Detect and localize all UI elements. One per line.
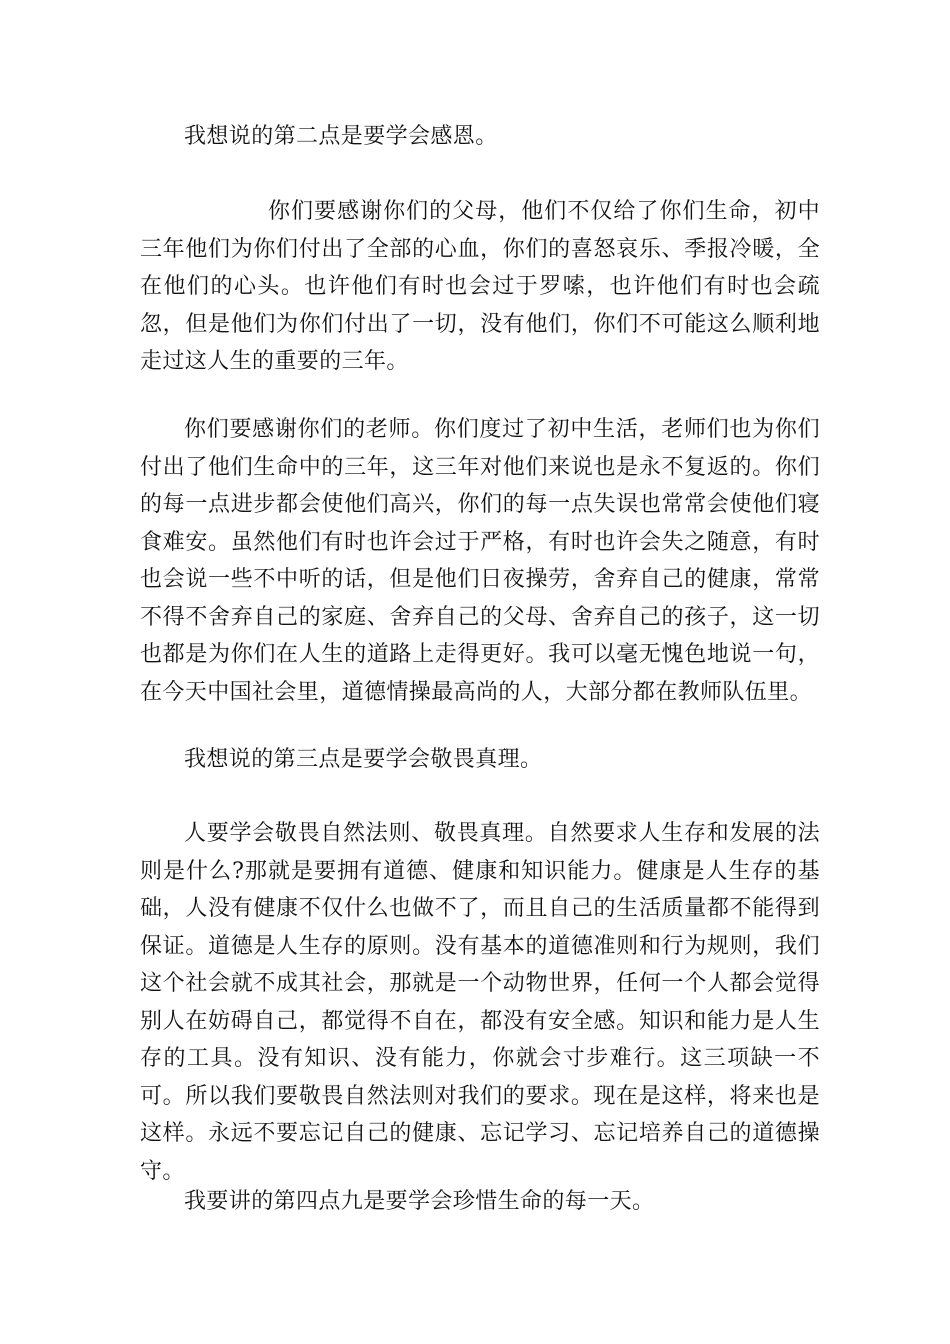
section-heading-truth: 我想说的第三点是要学会敬畏真理。	[184, 747, 543, 772]
paragraph-parents: 你们要感谢你们的父母，他们不仅给了你们生命，初中三年他们为你们付出了全部的心血，你们的喜怒哀乐、季报冷暖，全在他们的心头。也许他们有时也会过于罗嗦，也许他们有时也会疏忽，但是他们为你们付出了一切，没有他们，你们不可能这么顺利地走过这人生的重要的三年。	[140, 199, 820, 374]
paragraph-teachers: 你们要感谢你们的老师。你们度过了初中生活，老师们也为你们付出了他们生命中的三年，这三年对他们来说也是永不复返的。你们的每一点进步都会使他们高兴，你们的每一点失误也常常会使他们寝食难安。虽然他们有时也许会过于严格，有时也许会失之随意，有时也会说一些不中听的话，但是他们日夜操劳，舍弃自己的健康，常常不得不舍弃自己的家庭、舍弃自己的父母、舍弃自己的孩子，这一切也都是为你们在人生的道路上走得更好。我可以毫无愧色地说一句，在今天中国社会里，道德情操最高尚的人，大部分都在教师队伍里。	[140, 417, 820, 705]
section-heading-cherish-life: 我要讲的第四点九是要学会珍惜生命的每一天。	[184, 1189, 655, 1214]
paragraph-natural-law: 人要学会敬畏自然法则、敬畏真理。自然要求人生存和发展的法则是什么?那就是要拥有道德、健康和知识能力。健康是人生存的基础，人没有健康不仅什么也做不了，而且自己的生活质量都不能得到保证。道德是人生存的原则。没有基本的道德准则和行为规则，我们这个社会就不成其社会，那就是一个动物世界，任何一个人都会觉得别人在妨碍自己，都觉得不自在，都没有安全感。知识和能力是人生存的工具。没有知识、没有能力，你就会寸步难行。这三项缺一不可。所以我们要敬畏自然法则对我们的要求。现在是这样，将来也是这样。永远不要忘记自己的健康、忘记学习、忘记培养自己的道德操守。	[140, 821, 820, 1184]
section-heading-gratitude: 我想说的第二点是要学会感恩。	[184, 124, 498, 149]
